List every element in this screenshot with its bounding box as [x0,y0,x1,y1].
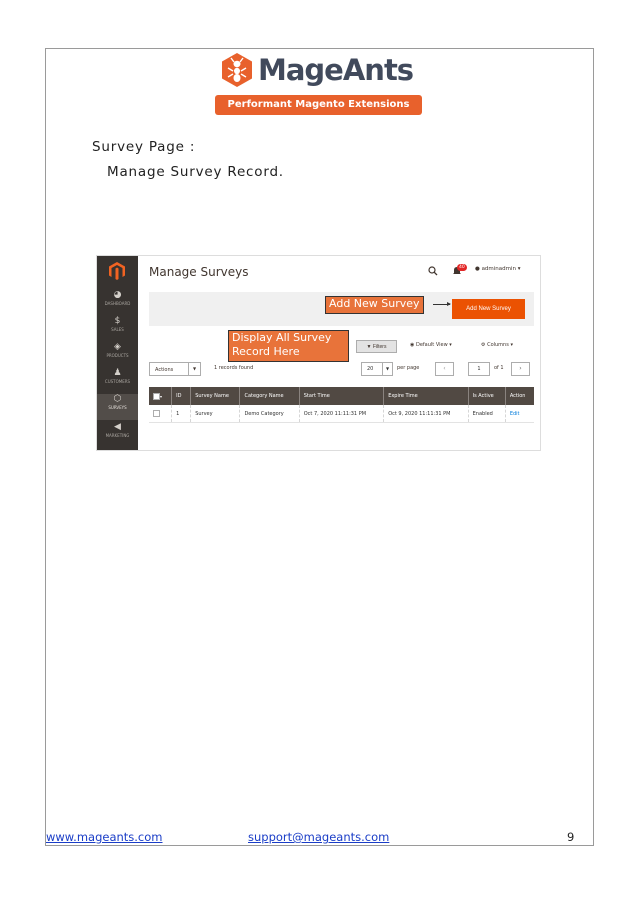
column-header[interactable]: ID [172,387,191,405]
sidebar-label: DASHBOARD [104,301,131,306]
per-page-label: per page [397,365,420,371]
chevron-down-icon: ▾ [160,393,163,399]
footer-website-link[interactable]: www.mageants.com [46,830,163,844]
speedometer-icon: ◕ [113,290,122,300]
sidebar-item-customers[interactable] [97,368,138,394]
column-header[interactable]: Is Active [468,387,505,405]
edit-link[interactable]: Edit [509,410,520,417]
admin-sidebar [97,256,138,450]
table-header-row [149,387,534,405]
current-page-input[interactable]: 1 [468,362,490,376]
per-page-select[interactable] [361,362,393,376]
sidebar-item-products[interactable] [97,342,138,368]
admin-main [138,256,540,450]
select-all-checkbox[interactable] [153,393,163,400]
per-page-value: 20 [367,366,374,372]
brand-name-suffix: Ants [342,53,414,87]
column-header[interactable]: Action [505,387,534,405]
surveys-grid [149,387,534,423]
dollar-icon: $ [114,316,121,326]
doc-heading: Survey Page : [92,139,196,155]
eye-icon: ◉ [410,342,415,348]
table-cell: Survey [191,405,240,423]
brand-tagline: Performant Magento Extensions [215,95,422,115]
box-icon: ◈ [114,342,121,352]
add-new-survey-button[interactable]: Add New Survey [452,299,525,319]
callout-line: Display All Survey [232,331,332,344]
filters-button[interactable] [356,340,397,353]
sidebar-item-dashboard[interactable] [97,290,138,316]
sidebar-item-surveys[interactable] [97,394,138,420]
table-cell: Oct 9, 2020 11:11:31 PM [384,405,468,423]
column-header[interactable]: Start Time [299,387,383,405]
sidebar-item-marketing[interactable] [97,422,138,448]
page-number: 9 [567,830,575,844]
chevron-right-icon: › [519,365,522,372]
chevron-down-icon: ▼ [188,363,200,375]
callout-arrow [433,304,450,305]
footer-email-link[interactable]: support@mageants.com [248,830,390,844]
chevron-down-icon: ▾ [517,266,521,272]
page-total: of 1 [494,365,504,371]
megaphone-icon: ◀ [114,422,121,432]
mageants-logo [218,52,428,118]
table-cell: Demo Category [240,405,299,423]
edit-link-cell[interactable] [505,405,534,423]
columns-label: Columns [487,342,509,348]
callout-line: Record Here [232,345,300,358]
user-icon: ● [475,266,480,272]
table-cell: Oct 7, 2020 11:11:31 PM [299,405,383,423]
brand-name-prefix: Mage [258,53,343,87]
callout-add-new-survey: Add New Survey [325,296,424,314]
user-name: adminadmin [481,266,517,272]
columns-dropdown[interactable] [481,342,513,348]
next-page-button[interactable] [511,362,530,376]
row-select-cell[interactable] [149,405,172,423]
sidebar-label: CUSTOMERS [104,379,131,384]
default-view-dropdown[interactable] [410,342,452,348]
gear-icon: ⚙ [481,342,486,348]
row-checkbox[interactable] [153,410,160,417]
chevron-down-icon: ▼ [382,363,392,375]
search-icon[interactable] [428,266,438,276]
column-header[interactable]: Expire Time [384,387,468,405]
table-cell: Enabled [468,405,505,423]
funnel-icon: ▼ [366,344,372,350]
sidebar-label: MARKETING [105,433,130,438]
page-title: Manage Surveys [149,265,249,279]
actions-dropdown[interactable] [149,362,201,376]
user-menu[interactable] [475,266,521,272]
hexagon-icon: ⬡ [113,394,122,404]
sidebar-label: SURVEYS [108,405,127,410]
actions-label: Actions [155,367,174,373]
doc-subheading: Manage Survey Record. [107,164,284,180]
prev-page-button[interactable] [435,362,454,376]
notification-badge: 40 [459,265,465,270]
table-cell: 1 [172,405,191,423]
chevron-left-icon: ‹ [443,365,446,372]
column-header[interactable]: Survey Name [191,387,240,405]
chevron-down-icon: ▾ [449,342,452,348]
sidebar-label: PRODUCTS [106,353,129,358]
table-row [149,405,534,423]
select-all-header[interactable] [149,387,172,405]
default-view-label: Default View [415,342,448,348]
column-header[interactable]: Category Name [240,387,299,405]
brand-name [258,52,413,88]
filters-label: Filters [372,344,387,350]
sidebar-item-sales[interactable] [97,316,138,342]
chevron-down-icon: ▾ [510,342,513,348]
records-found: 1 records found [214,365,254,371]
ant-hexagon-icon [220,52,254,88]
person-icon: ♟ [113,368,122,378]
magento-logo-icon [109,262,125,280]
sidebar-label: SALES [111,327,124,332]
admin-screenshot [97,256,540,450]
callout-display-records [228,330,349,362]
